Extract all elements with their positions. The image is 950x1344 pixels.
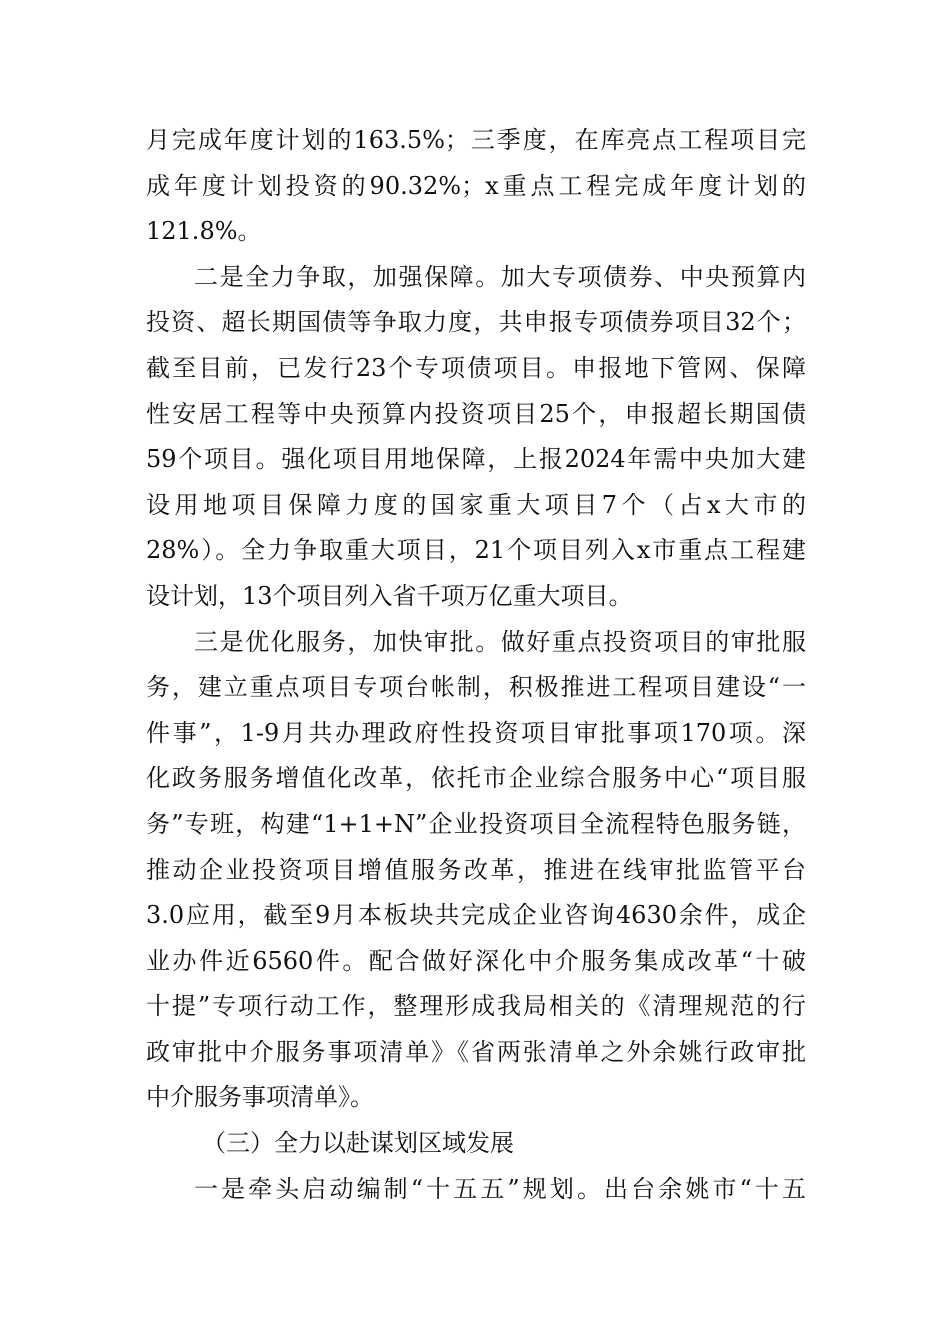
text-line: 性安居工程等中央预算内投资项目25个，申报超长期国债: [146, 399, 806, 428]
text-line: 务”专班，构建“1+1+N”企业投资项目全流程特色服务链，: [146, 809, 806, 838]
text-line: 28%）。全力争取重大项目，21个项目列入x市重点工程建: [146, 536, 806, 565]
text-line: 十提”专项行动工作，整理形成我局相关的《清理规范的行: [146, 992, 806, 1021]
paragraph-start-line: 三是优化服务，加快审批。做好重点投资项目的审批服: [194, 627, 806, 656]
text-line: 投资、超长期国债等争取力度，共申报专项债券项目32个；: [146, 308, 806, 337]
text-line: 121.8%。: [146, 217, 262, 246]
paragraph-start-line: 一是牵头启动编制“十五五”规划。出台余姚市“十五: [194, 1174, 806, 1203]
document-body: [146, 118, 806, 1212]
text-line: 化政务服务增值化改革，依托市企业综合服务中心“项目服: [146, 764, 806, 793]
text-line: 设用地项目保障力度的国家重大项目7个（占x大市的: [146, 490, 806, 519]
text-line: 业办件近6560件。配合做好深化中介服务集成改革“十破: [146, 946, 806, 975]
text-line: 截至目前，已发行23个专项债项目。申报地下管网、保障: [146, 353, 806, 382]
section-heading: （三）全力以赴谋划区域发展: [202, 1129, 514, 1158]
text-line: 政审批中介服务事项清单》《省两张清单之外余姚行政审批: [146, 1037, 806, 1066]
paragraph-start-line: 二是全力争取，加强保障。加大专项债券、中央预算内: [194, 262, 806, 291]
text-line: 中介服务事项清单》。: [146, 1083, 374, 1112]
text-line: 件事”，1-9月共办理政府性投资项目审批事项170项。深: [146, 718, 806, 747]
text-line: 月完成年度计划的163.5%；三季度，在库亮点工程项目完: [146, 126, 806, 154]
text-line: 设计划，13个项目列入省千项万亿重大项目。: [146, 581, 633, 610]
text-line: 推动企业投资项目增值服务改革，推进在线审批监管平台: [146, 855, 806, 884]
text-line: 成年度计划投资的90.32%；x重点工程完成年度计划的: [146, 171, 806, 200]
text-line: 务，建立重点项目专项台帐制，积极推进工程项目建设“一: [146, 673, 806, 702]
text-line: 59个项目。强化项目用地保障，上报2024年需中央加大建: [146, 445, 806, 474]
text-line: 3.0应用，截至9月本板块共完成企业咨询4630余件，成企: [146, 901, 806, 930]
